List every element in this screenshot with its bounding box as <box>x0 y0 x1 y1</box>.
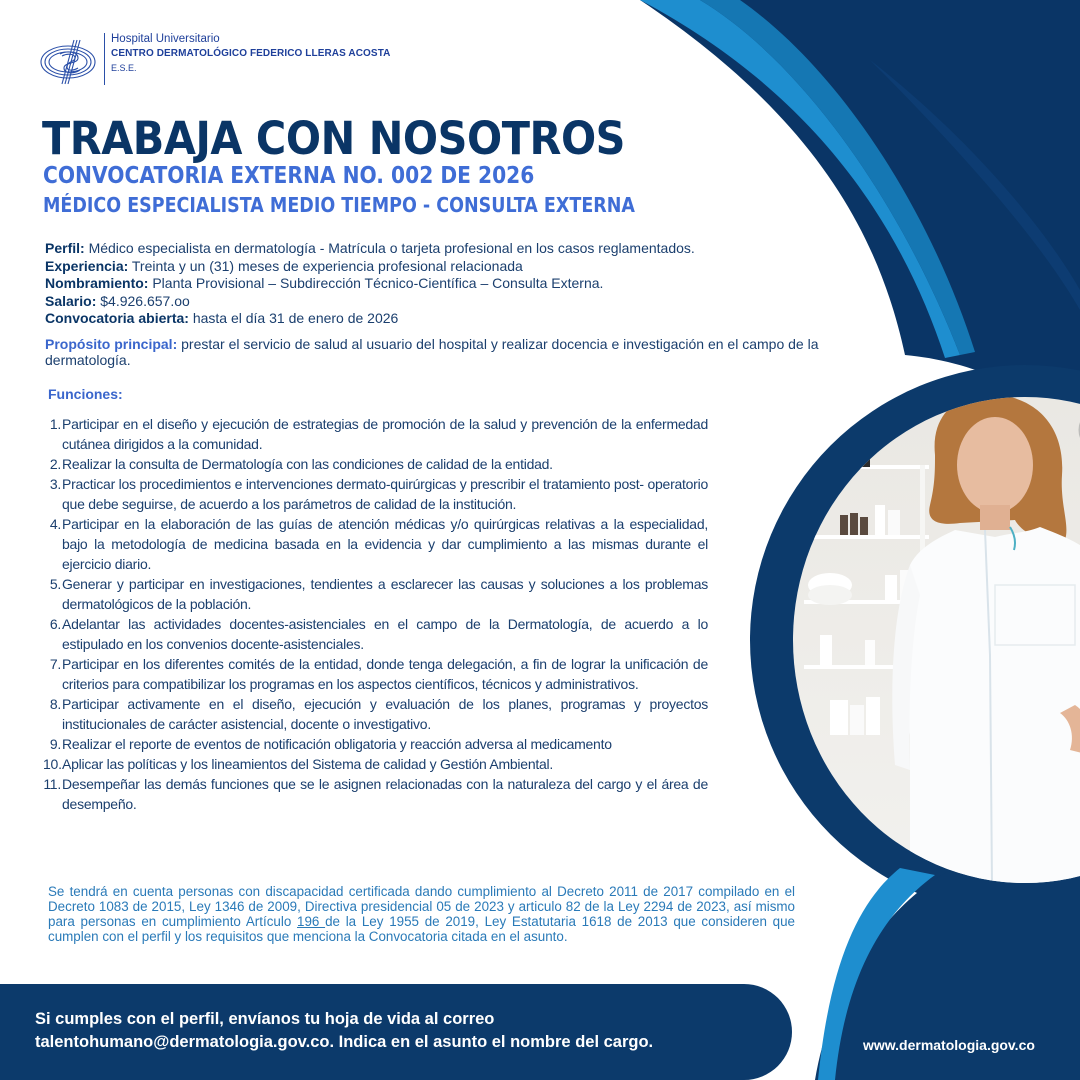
hospital-logo-icon <box>38 36 100 88</box>
disclaimer-part-1: Se tendrá en cuenta personas con discapacidad certificada dando cumplimiento al Decreto 2011 de 2017 compilado en el Decreto 1083 de 2015, Ley 1346 de 2009, Directiva presidencial 05 de 2023 y articulo 82 de la Ley 2294 de 2023, así mismo para personas en cumplimiento Artículo <box>48 884 795 929</box>
function-item <box>43 774 708 814</box>
website-link[interactable]: www.dermatologia.gov.co <box>863 1037 1035 1053</box>
function-number: 2. <box>49 456 61 472</box>
function-text: Participar en la elaboración de las guías de atención médicas y/o quirúrgicas relativas a la especialidad, bajo la metodología de medicina basada en la evidencia y dar cumplimiento a las mismas durante el ejercicio diario. <box>62 516 708 572</box>
institution-name <box>111 33 391 73</box>
function-text: Participar activamente en el diseño, ejecución y evaluación de los planes, programas y proyectos institucionales de carácter asistencial, docente o investigativo. <box>62 696 708 732</box>
detail-experiencia <box>45 258 825 276</box>
doctor-photo <box>770 355 1080 885</box>
position-title: MÉDICO ESPECIALISTA MEDIO TIEMPO - CONSULTA EXTERNA <box>43 193 635 217</box>
detail-label: Convocatoria abierta: <box>45 310 189 326</box>
function-number: 7. <box>49 656 61 672</box>
inclusion-disclaimer <box>48 884 795 944</box>
function-text: Generar y participar en investigaciones, tendientes a esclarecer las causas y soluciones a los problemas dermatológicos de la población. <box>62 576 708 612</box>
function-number: 8. <box>49 696 61 712</box>
detail-label: Perfil: <box>45 240 85 256</box>
function-number: 3. <box>49 476 61 492</box>
page-title: TRABAJA CON NOSOTROS <box>42 112 626 165</box>
logo-divider <box>104 33 105 85</box>
detail-perfil <box>45 240 825 258</box>
institution-line-2: CENTRO DERMATOLÓGICO FEDERICO LLERAS ACOSTA <box>111 48 391 60</box>
detail-convocatoria-abierta <box>45 310 825 328</box>
function-number: 5. <box>49 576 61 592</box>
purpose-label: Propósito principal: <box>45 336 178 352</box>
function-number: 4. <box>49 516 61 532</box>
detail-value: Médico especialista en dermatología - Matrícula o tarjeta profesional en los casos reglamentados. <box>84 240 695 256</box>
function-number: 11. <box>43 776 61 792</box>
function-text: Practicar los procedimientos e intervenciones dermato-quirúrgicas y prescribir el tratamiento post- operatorio que debe seguirse, de acuerdo a los parámetros de calidad de la institución. <box>62 476 708 512</box>
function-number: 6. <box>49 616 61 632</box>
function-item <box>46 614 708 654</box>
detail-value: hasta el día 31 de enero de 2026 <box>188 310 399 326</box>
header-logo <box>38 33 391 88</box>
detail-label: Experiencia: <box>45 257 129 274</box>
function-item <box>46 474 708 514</box>
function-item <box>46 414 708 454</box>
detail-label: Nombramiento: <box>45 275 149 291</box>
function-item <box>46 734 708 754</box>
function-text: Participar en el diseño y ejecución de estrategias de promoción de la salud y prevención de la enfermedad cutánea dirigidos a la comunidad. <box>62 416 708 452</box>
function-text: Adelantar las actividades docentes-asistenciales en el campo de la Dermatología, de acuerdo a lo estipulado en los convenios docente-asistenciales. <box>62 616 708 652</box>
purpose-value: prestar el servicio de salud al usuario del hospital y realizar docencia e investigación en el campo de la dermatología. <box>45 336 819 368</box>
functions-heading: Funciones: <box>48 386 123 402</box>
function-number: 10. <box>43 756 62 772</box>
function-text: Aplicar las políticas y los lineamientos del Sistema de calidad y Gestión Ambiental. <box>62 756 554 772</box>
functions-list <box>43 414 708 814</box>
function-item <box>46 654 708 694</box>
detail-value: Treinta y un (31) meses de experiencia profesional relacionada <box>128 257 523 274</box>
function-item <box>46 574 708 614</box>
institution-line-3: E.S.E. <box>111 62 137 73</box>
detail-value: Planta Provisional – Subdirección Técnico-Científica – Consulta Externa. <box>148 275 604 291</box>
function-item <box>46 454 708 474</box>
detail-nombramiento <box>45 275 825 293</box>
detail-label: Salario: <box>45 292 97 309</box>
detail-value: $4.926.657.oo <box>96 292 190 309</box>
function-item <box>46 514 708 574</box>
function-number: 1. <box>49 416 61 432</box>
main-purpose <box>45 337 835 368</box>
detail-salario <box>45 293 825 311</box>
cta-line-1: Si cumples con el perfil, envíanos tu hoja de vida al correo <box>35 1010 495 1028</box>
function-item <box>46 694 708 734</box>
function-text: Realizar la consulta de Dermatología con las condiciones de calidad de la entidad. <box>62 456 553 472</box>
job-details <box>45 240 825 328</box>
disclaimer-part-2: de la Ley 1955 de 2019, Ley Estatutaria 1618 de 2013 que consideren que cumplen con el perfil y los requisitos que menciona la Convocatoria citada en el asunto. <box>48 914 795 944</box>
function-text: Desempeñar las demás funciones que se le asignen relacionadas con la naturaleza del cargo y el área de desempeño. <box>62 776 708 812</box>
function-text: Participar en los diferentes comités de la entidad, donde tenga delegación, a fin de lograr la unificación de criterios para compatibilizar los programas en los aspectos científicos, técnicos y administrativos. <box>62 656 708 692</box>
function-number: 9. <box>49 736 61 752</box>
cta-line-2[interactable]: talentohumano@dermatologia.gov.co. Indica en el asunto el nombre del cargo. <box>35 1033 654 1051</box>
disclaimer-article-number: 196 <box>297 914 326 929</box>
function-item <box>43 754 708 774</box>
cta-text <box>35 1008 653 1054</box>
institution-line-1: Hospital Universitario <box>111 33 220 45</box>
function-text: Realizar el reporte de eventos de notificación obligatoria y reacción adversa al medicamento <box>62 736 612 752</box>
convocatoria-title: CONVOCATORIA EXTERNA NO. 002 DE 2026 <box>43 163 535 189</box>
